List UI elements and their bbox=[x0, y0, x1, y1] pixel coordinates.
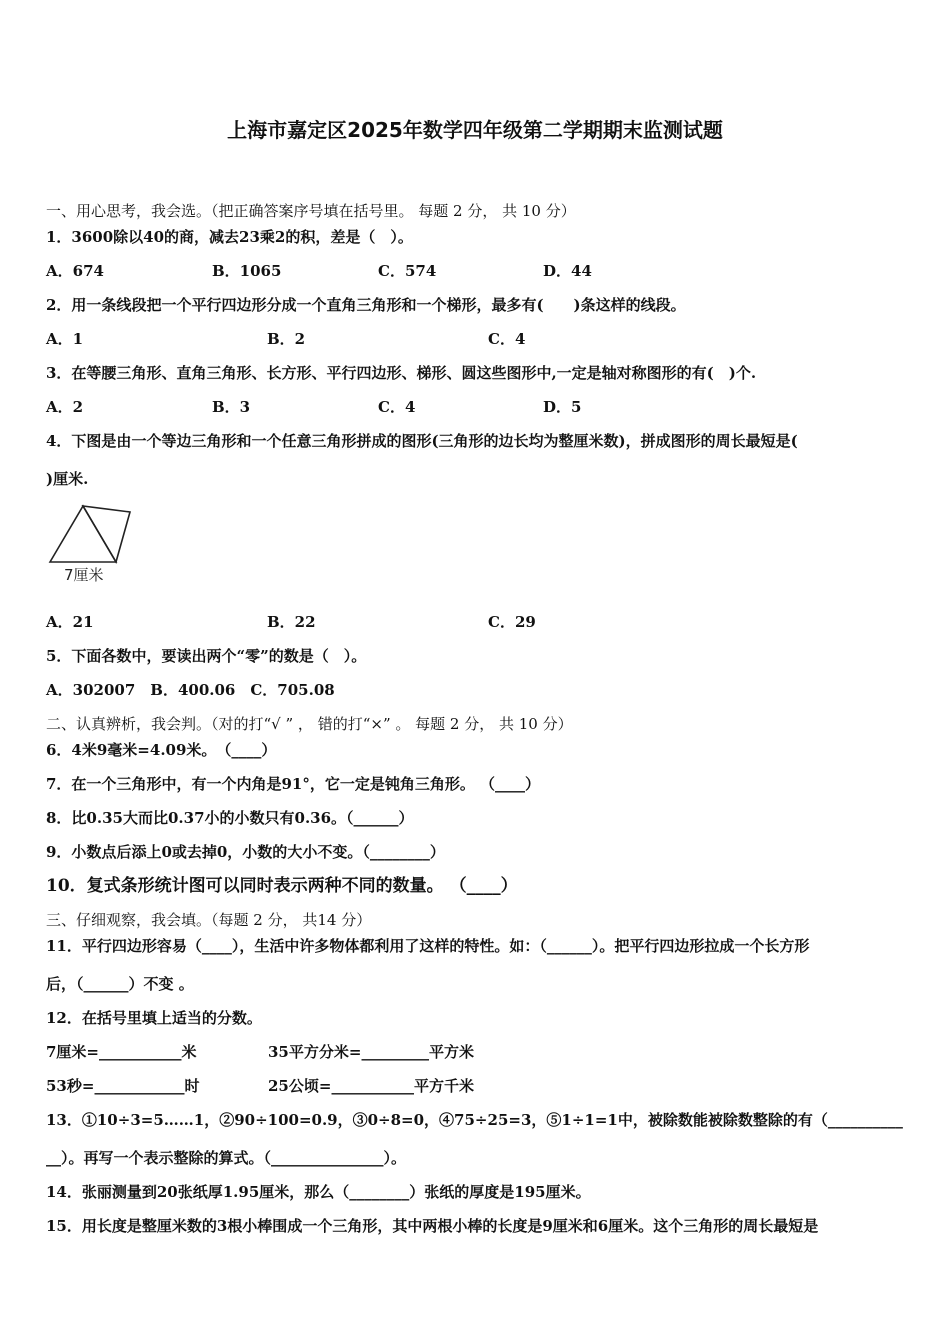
question-13: 13．①10÷3=5……1，②90÷100=0.9，③0÷8=0，④75÷25=3，⑤1÷1=1中，被除数能被除数整除的有（__________ bbox=[46, 1111, 903, 1129]
question-6: 6．4米9毫米=4.09米。 （____） bbox=[46, 741, 277, 759]
q2-option-c: C．4 bbox=[488, 330, 526, 348]
q5-options: A．302007 B．400.06 C．705.08 bbox=[46, 681, 335, 699]
q12-item-2: 35平方分米=_________平方米 bbox=[268, 1043, 474, 1061]
q3-option-b: B．3 bbox=[212, 398, 251, 416]
section-3-heading: 三、仔细观察，我会填。（每题 2 分， 共14 分） bbox=[46, 911, 372, 929]
question-15: 15．用长度是整厘米数的3根小棒围成一个三角形，其中两根小棒的长度是9厘米和6厘米。这个三角形的周长最短是 bbox=[46, 1217, 819, 1235]
q1-option-c: C．574 bbox=[378, 262, 437, 280]
triangle-figure bbox=[46, 502, 146, 590]
question-14: 14．张丽测量到20张纸厚1.95厘米，那么（________）张纸的厚度是195厘米。 bbox=[46, 1183, 591, 1201]
triangle-diagram bbox=[46, 502, 146, 586]
question-5: 5．下面各数中，要读出两个“零”的数是（ ）。 bbox=[46, 647, 367, 665]
question-3: 3．在等腰三角形、直角三角形、长方形、平行四边形、梯形、圆这些图形中,一定是轴对称图形的有( )个. bbox=[46, 364, 757, 382]
page-title: 上海市嘉定区2025年数学四年级第二学期期末监测试题 bbox=[227, 118, 723, 142]
section-1-heading: 一、用心思考，我会选。（把正确答案序号填在括号里。 每题 2 分， 共 10 分） bbox=[46, 202, 576, 220]
q1-option-a: A．674 bbox=[46, 262, 104, 280]
question-10: 10．复式条形统计图可以同时表示两种不同的数量。 （____） bbox=[46, 876, 518, 896]
q1-option-b: B．1065 bbox=[212, 262, 282, 280]
q3-option-c: C．4 bbox=[378, 398, 416, 416]
question-2: 2．用一条线段把一个平行四边形分成一个直角三角形和一个梯形，最多有( )条这样的线段。 bbox=[46, 296, 686, 314]
question-4-continued: )厘米. bbox=[46, 470, 89, 488]
q3-option-a: A．2 bbox=[46, 398, 84, 416]
question-4: 4．下图是由一个等边三角形和一个任意三角形拼成的图形(三角形的边长均为整厘米数)，拼成图形的周长最短是( bbox=[46, 432, 798, 450]
q3-option-d: D．5 bbox=[543, 398, 582, 416]
section-2-heading: 二、认真辨析，我会判。（对的打“√ ” ， 错的打“×” 。 每题 2 分， 共 10 分） bbox=[46, 715, 573, 733]
question-7: 7．在一个三角形中，有一个内角是91°，它一定是钝角三角形。 （____） bbox=[46, 775, 541, 793]
question-11: 11．平行四边形容易（____），生活中许多物体都利用了这样的特性。如：（______）。把平行四边形拉成一个长方形 bbox=[46, 937, 810, 955]
arbitrary-triangle bbox=[83, 506, 130, 562]
question-13-continued: __）。再写一个表示整除的算式。（_______________）。 bbox=[46, 1149, 407, 1167]
equilateral-triangle bbox=[50, 506, 116, 562]
q12-item-1: 7厘米=___________米 bbox=[46, 1043, 197, 1061]
question-8: 8．比0.35大而比0.37小的小数只有0.36。（______） bbox=[46, 809, 414, 827]
question-11-continued: 后，（______）不变 。 bbox=[46, 975, 194, 993]
q2-option-b: B．2 bbox=[267, 330, 306, 348]
figure-label: 7厘米 bbox=[64, 566, 104, 584]
q1-option-d: D．44 bbox=[543, 262, 592, 280]
q12-item-3: 53秒=____________时 bbox=[46, 1077, 200, 1095]
question-9: 9．小数点后添上0或去掉0，小数的大小不变。（________） bbox=[46, 843, 445, 861]
q2-option-a: A．1 bbox=[46, 330, 84, 348]
q4-option-c: C．29 bbox=[488, 613, 536, 631]
q4-option-b: B．22 bbox=[267, 613, 316, 631]
q12-item-4: 25公顷=___________平方千米 bbox=[268, 1077, 474, 1095]
q4-option-a: A．21 bbox=[46, 613, 94, 631]
question-12: 12．在括号里填上适当的分数。 bbox=[46, 1009, 262, 1027]
question-1: 1．3600除以40的商，减去23乘2的积，差是（ ）。 bbox=[46, 228, 413, 246]
